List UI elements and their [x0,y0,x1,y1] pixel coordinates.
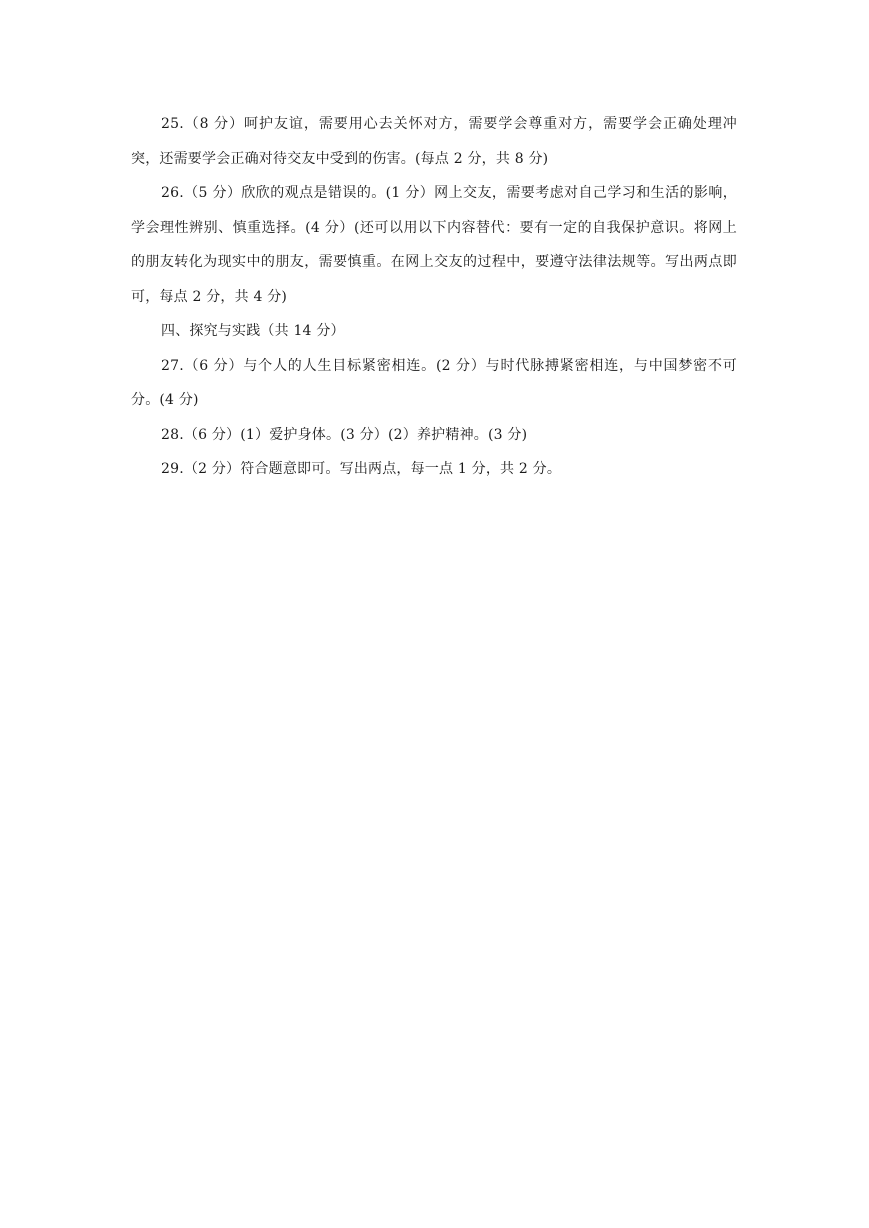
answer-29: 29.（2 分）符合题意即可。写出两点，每一点 1 分，共 2 分。 [161,461,562,477]
answer-26: 26.（5 分）欣欣的观点是错误的。(1 分）网上交友，需要考虑对自己学习和生活的影响，学会理性辨别、慎重选择。(4 分）(还可以用以下内容替代：要有一定的自我保护意识。将网上的朋友转化为现实中的朋友，需要慎重。在网上交友的过程中，要遵守法律法规等。写出两点即可，每点 2 分，共 4 分) [131,185,737,305]
answer-28: 28.（6 分）(1）爱护身体。(3 分）(2）养护精神。(3 分) [161,426,528,443]
answer-key-content [131,107,737,487]
answer-27: 27.（6 分）与个人的人生目标紧密相连。(2 分）与时代脉搏紧密相连，与中国梦密不可分。(4 分) [131,357,737,408]
section-heading-4: 四、探究与实践（共 14 分） [161,323,345,339]
answer-25: 25.（8 分）呵护友谊，需要用心去关怀对方，需要学会尊重对方，需要学会正确处理冲突，还需要学会正确对待交友中受到的伤害。(每点 2 分，共 8 分) [131,116,737,167]
